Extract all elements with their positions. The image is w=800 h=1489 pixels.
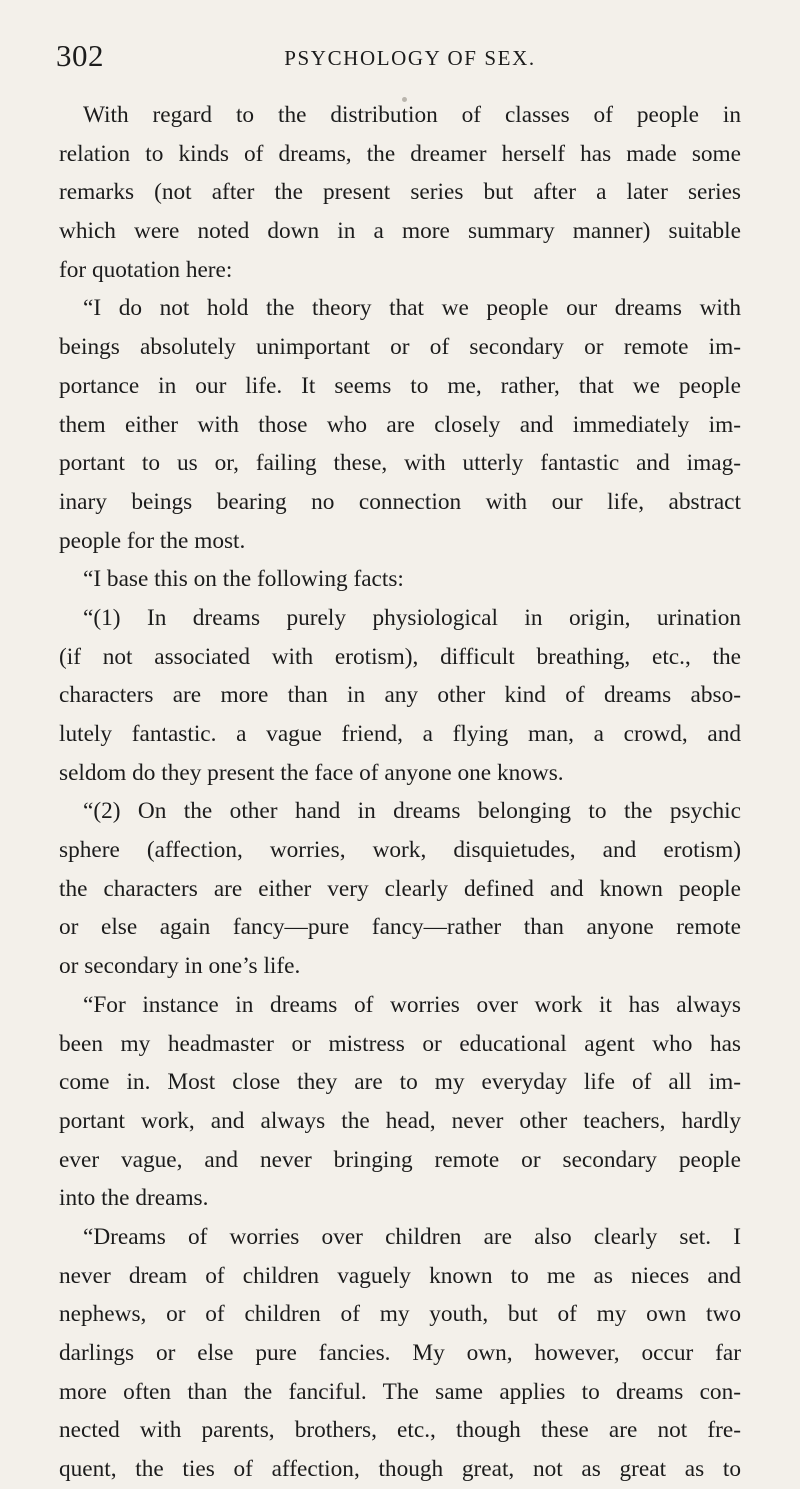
text-line: people for the most. (59, 527, 246, 554)
text-line: nephews, or of children of my youth, but of my own two (59, 1301, 741, 1328)
text-line: portance in our life. It seems to me, rather, that we people (59, 372, 741, 399)
running-title: PSYCHOLOGY OF SEX. (284, 46, 536, 70)
text-line: nected with parents, brothers, etc., though these are not fre- (59, 1417, 741, 1444)
text-line: them either with those who are closely and immediately im- (59, 411, 741, 438)
text-line: (if not associated with erotism), difficult breathing, etc., the (59, 643, 741, 670)
text-line: seldom do they present the face of anyone one knows. (59, 759, 564, 786)
text-line: “I do not hold the theory that we people our dreams with (83, 295, 741, 322)
text-line: into the dreams. (59, 1185, 209, 1212)
text-line: been my headmaster or mistress or educational agent who has (59, 1030, 741, 1057)
text-line: come in. Most close they are to my everyday life of all im- (59, 1069, 741, 1096)
text-line: relation to kinds of dreams, the dreamer herself has made some (59, 140, 741, 167)
text-line: inary beings bearing no connection with our life, abstract (59, 488, 741, 515)
text-line: sphere (affection, worries, work, disquietudes, and erotism) (59, 837, 741, 864)
text-line: characters are more than in any other kind of dreams abso- (59, 682, 741, 709)
text-line: “(2) On the other hand in dreams belonging to the psychic (83, 798, 741, 825)
text-line: “Dreams of worries over children are also clearly set. I (83, 1223, 741, 1250)
text-line: or secondary in one’s life. (59, 953, 301, 980)
text-line: With regard to the distribution of classes of people in (83, 102, 741, 128)
text-line: “For instance in dreams of worries over work it has always (83, 991, 741, 1018)
page-header (56, 36, 744, 76)
text-line: ever vague, and never bringing remote or secondary people (59, 1146, 741, 1173)
text-line: “(1) In dreams purely physiological in origin, urination (83, 604, 741, 631)
text-line: beings absolutely unimportant or of secondary or remote im- (59, 334, 741, 361)
text-line: quent, the ties of affection, though great, not as great as to (59, 1456, 741, 1483)
text-line: lutely fantastic. a vague friend, a flying man, a crowd, and (59, 721, 741, 747)
text-line: portant to us or, failing these, with utterly fantastic and imag- (59, 450, 741, 477)
text-line: remarks (not after the present series but after a later series (59, 179, 741, 206)
page-number: 302 (56, 38, 104, 73)
text-line: or else again fancy—pure fancy—rather than anyone remote (59, 914, 741, 941)
text-line: for quotation here: (59, 256, 233, 283)
text-line: which were noted down in a more summary manner) suitable (59, 218, 741, 245)
text-line: the characters are either very clearly defined and known people (59, 875, 741, 902)
text-line: never dream of children vaguely known to me as nieces and (59, 1262, 741, 1289)
text-line: “I base this on the following facts: (83, 566, 404, 593)
text-line: portant work, and always the head, never other teachers, hardly (59, 1107, 741, 1134)
text-line: darlings or else pure fancies. My own, however, occur far (59, 1340, 741, 1366)
body-text (59, 96, 741, 1489)
text-line: more often than the fanciful. The same applies to dreams con- (59, 1378, 741, 1405)
